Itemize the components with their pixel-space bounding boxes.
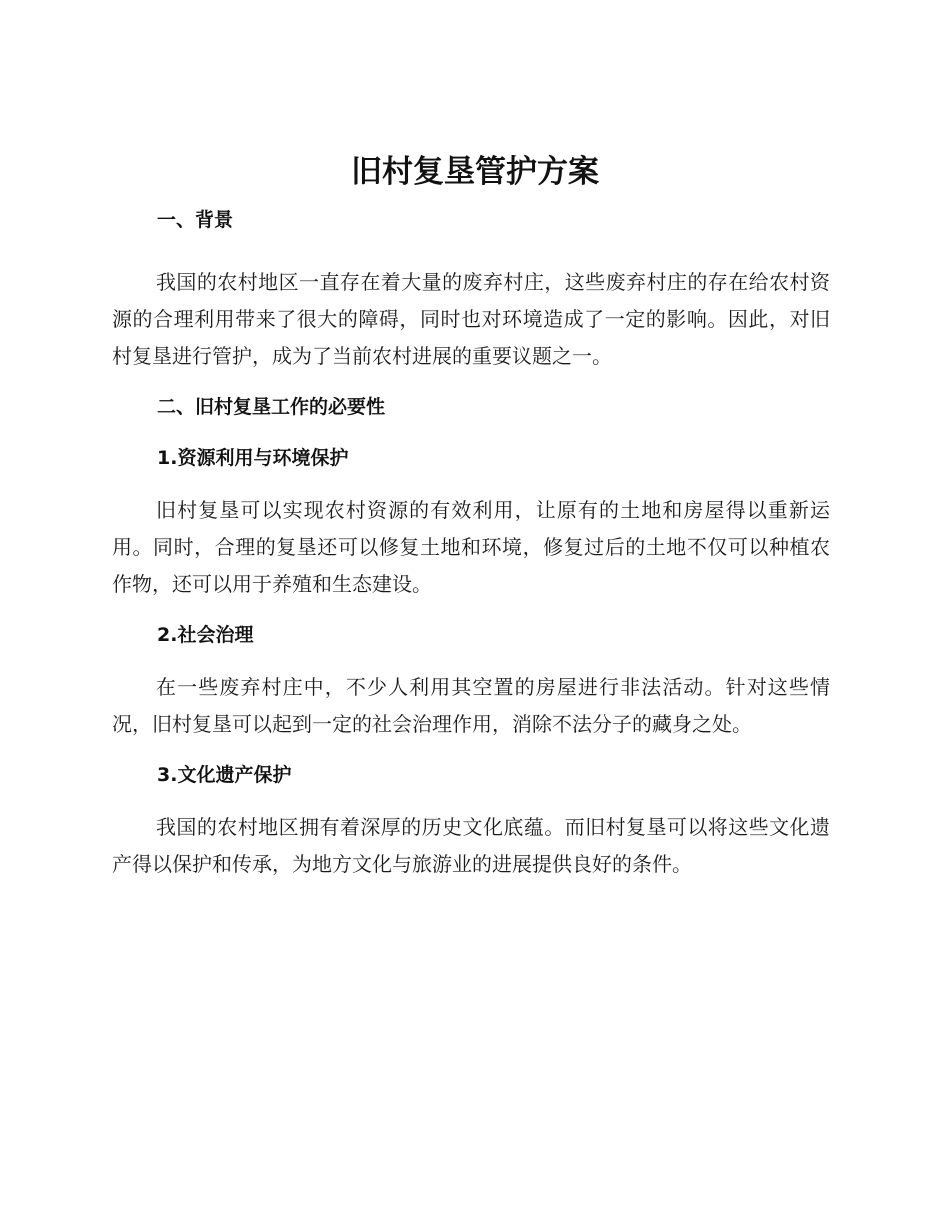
subheading-cultural-heritage: 3.文化遗产保护	[157, 764, 292, 786]
document-title: 旧村复垦管护方案	[351, 154, 599, 190]
section-heading-background: 一、背景	[157, 209, 234, 231]
subheading-social-governance: 2.社会治理	[157, 624, 254, 646]
section-heading-necessity: 二、旧村复垦工作的必要性	[157, 396, 386, 418]
paragraph-social-governance: 在一些废弃村庄中，不少人利用其空置的房屋进行非法活动。针对这些情况，旧村复垦可以起到一定的社会治理作用，消除不法分子的藏身之处。	[112, 675, 830, 736]
subheading-resource-environment: 1.资源利用与环境保护	[157, 447, 349, 469]
document-body	[112, 203, 830, 883]
paragraph-background: 我国的农村地区一直存在着大量的废弃村庄，这些废弃村庄的存在给农村资源的合理利用带来了很大的障碍，同时也对环境造成了一定的影响。因此，对旧村复垦进行管护，成为了当前农村进展的重要议题之一。	[112, 270, 830, 368]
paragraph-resource-environment: 旧村复垦可以实现农村资源的有效利用，让原有的土地和房屋得以重新运用。同时，合理的复垦还可以修复土地和环境，修复过后的土地不仅可以种植农作物，还可以用于养殖和生态建设。	[112, 498, 830, 596]
paragraph-cultural-heritage: 我国的农村地区拥有着深厚的历史文化底蕴。而旧村复垦可以将这些文化遗产得以保护和传承，为地方文化与旅游业的进展提供良好的条件。	[112, 815, 830, 876]
